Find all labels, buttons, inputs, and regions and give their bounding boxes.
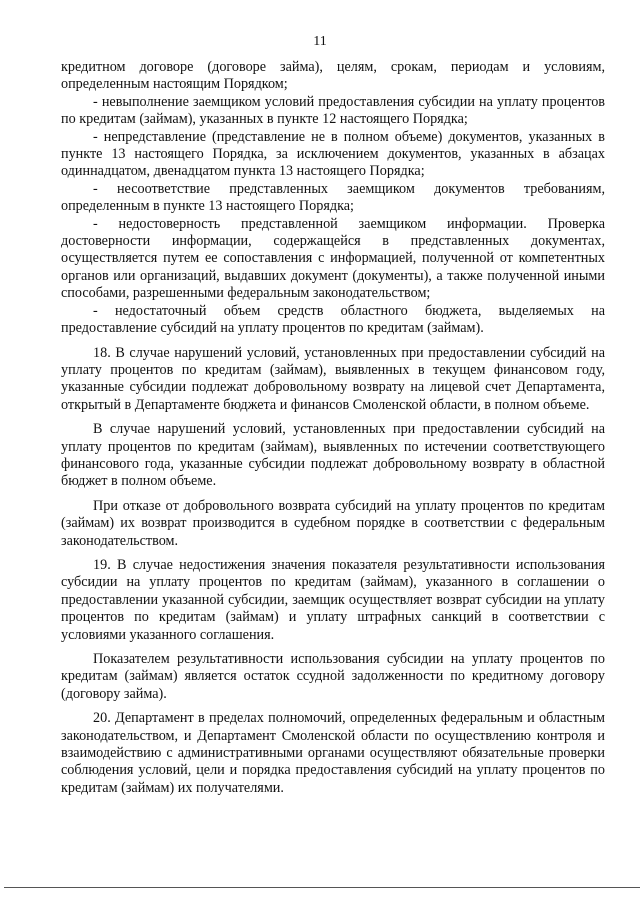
page-number: 11 (313, 34, 327, 49)
paragraph-continuation: кредитном договоре (договоре займа), целям, срокам, периодам и условиям, определенным настоящим Порядком; (61, 59, 605, 93)
document-body (61, 59, 605, 797)
list-item-insufficient-funds: - недостаточный объем средств областного бюджета, выделяемых на предоставление субсидий на уплату процентов по кредитам (займам). (61, 302, 605, 337)
clause-19: 19. В случае недостижения значения показателя результативности использования субсидии на уплату процентов по кредитам (займам), указанного в соглашении о предоставлении указанной субсидии, заемщик осуществляет возврат субсидии на уплату процентов по кредитам (займам) и уплату штрафных санкций в соответствии с условиями указанного соглашения. (61, 556, 605, 643)
clause-18: 18. В случае нарушений условий, установленных при предоставлении субсидий на уплату процентов по кредитам (займам), выявленных в текущем финансовом году, указанные субсидии подлежат добровольному возврату на лицевой счет Департамента, открытый в Департаменте бюджета и финансов Смоленской области, в полном объеме. (61, 344, 605, 413)
clause-19-paragraph-2: Показателем результативности использования субсидии на уплату процентов по кредитам (займам) является остаток ссудной задолженности по кредитному договору (договору займа). (61, 651, 605, 702)
list-item-nonsubmission: - непредставление (представление не в полном объеме) документов, указанных в пункте 13 настоящего Порядка, за исключением документов, указанных в абзацах одиннадцатом, двенадцатом пункта 13 настоящего Порядка; (61, 128, 605, 180)
clause-20: 20. Департамент в пределах полномочий, определенных федеральным и областным законодательством, и Департамент Смоленской области по осуществлению контроля и взаимодействию с административными органами осуществляют обязательные проверки соблюдения условий, цели и порядка предоставления субсидий на уплату процентов по кредитам (займам) их получателями. (61, 710, 605, 796)
list-item-noncompliance: - несоответствие представленных заемщиком документов требованиям, определенным в пункте 13 настоящего Порядка; (61, 180, 605, 215)
clause-18-paragraph-3: При отказе от добровольного возврата субсидий на уплату процентов по кредитам (займам) их возврат производится в судебном порядке в соответствии с федеральным законодательством. (61, 497, 605, 549)
page-bottom-divider (4, 887, 640, 888)
list-item-unreliability: - недостоверность представленной заемщиком информации. Проверка достоверности информации, содержащейся в представленных документах, осуществляется путем ее сопоставления с информацией, полученной от компетентных органов или организаций, выдавших документ (документы), а также полученной иными способами, разрешенными федеральным законодательством; (61, 215, 605, 302)
list-item-nonfulfillment: - невыполнение заемщиком условий предоставления субсидии на уплату процентов по кредитам (займам), указанных в пункте 12 настоящего Порядка; (61, 93, 605, 128)
clause-18-paragraph-2: В случае нарушений условий, установленных при предоставлении субсидий на уплату процентов по кредитам (займам), выявленных по истечении соответствующего финансового года, указанные субсидии подлежат добровольному возврату в областной бюджет в полном объеме. (61, 421, 605, 490)
